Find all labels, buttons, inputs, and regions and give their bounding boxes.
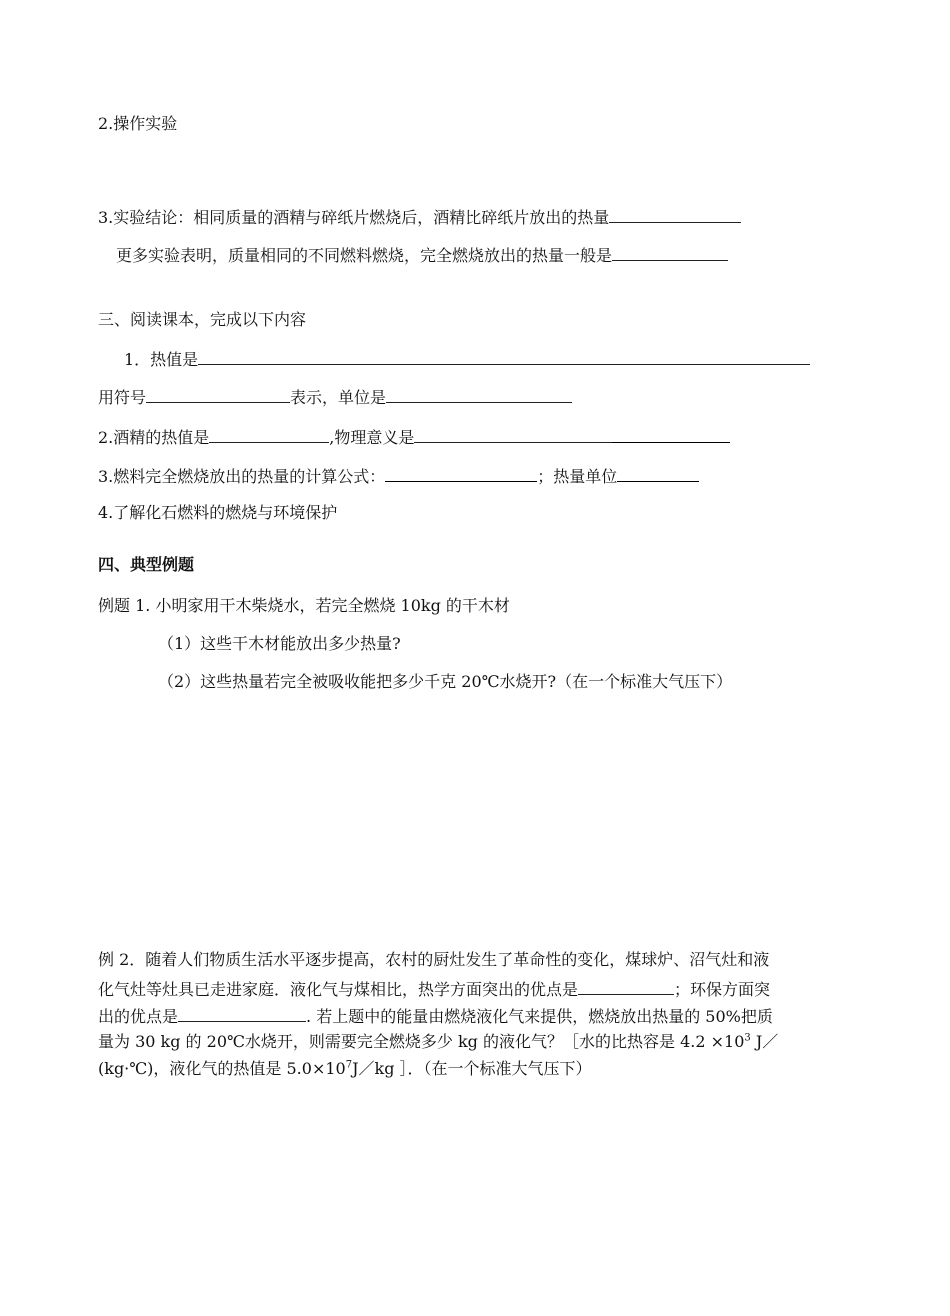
- q1b-text-b: 表示，单位是: [290, 388, 387, 407]
- q2-alcohol-heat-value: [98, 426, 730, 448]
- item-experiment-conclusion: [98, 206, 741, 228]
- q1-symbol-unit: [98, 386, 572, 408]
- q1b-text-a: 用符号: [98, 388, 147, 407]
- q1-text: 1．热值是: [124, 350, 199, 369]
- ex2-l5-text-a: (kg·℃)，液化气的热值是 5.0×10: [98, 1059, 346, 1078]
- q3-text-b: ；热量单位: [537, 467, 618, 486]
- q1-heat-value: [124, 348, 810, 370]
- answer-blank[interactable]: [209, 426, 329, 443]
- ex2-l4-text-a: 量为 30 kg 的 20℃水烧开，则需要完全燃烧多少 kg 的液化气？［水的比热容是 4.2 ×10: [98, 1032, 745, 1051]
- answer-blank[interactable]: [146, 386, 290, 403]
- exponent-3: 3: [744, 1032, 751, 1044]
- ex2-l4-text-b: J／: [750, 1032, 779, 1051]
- answer-blank[interactable]: [414, 426, 612, 443]
- conclusion-text: 3.实验结论：相同质量的酒精与碎纸片燃烧后，酒精比碎纸片放出的热量: [98, 208, 610, 227]
- item-conclusion-continued: [116, 244, 728, 266]
- answer-blank[interactable]: [178, 1005, 306, 1022]
- answer-blank[interactable]: [609, 206, 741, 223]
- example1-question1: （1）这些干木材能放出多少热量?: [158, 634, 401, 653]
- answer-blank[interactable]: [386, 386, 572, 403]
- answer-blank[interactable]: [578, 978, 674, 995]
- answer-blank[interactable]: [617, 465, 699, 482]
- q3-formula: [98, 465, 699, 487]
- ex2-l3-text-b: . 若上题中的能量由燃烧液化气来提供，燃烧放出热量的 50%把质: [306, 1007, 773, 1026]
- q2-text-b: ,物理意义是: [329, 428, 415, 447]
- ex2-l2-text-b: ；环保方面突: [674, 980, 771, 999]
- section4-heading: 四、典型例题: [98, 555, 195, 574]
- example2-line2: [98, 978, 770, 1000]
- section3-heading: 三、阅读课本，完成以下内容: [98, 310, 307, 329]
- example2-line5: [98, 1059, 592, 1079]
- q3-text-a: 3.燃料完全燃烧放出的热量的计算公式：: [98, 467, 386, 486]
- ex2-l5-text-b: J／kg ］．（在一个标准大气压下）: [352, 1059, 592, 1078]
- example1-stem: 例题 1. 小明家用干木柴烧水，若完全燃烧 10kg 的干木材: [98, 596, 510, 615]
- q2-text-a: 2.酒精的热值是: [98, 428, 210, 447]
- example1-question2: （2）这些热量若完全被吸收能把多少千克 20℃水烧开?（在一个标准大气压下）: [158, 672, 733, 691]
- answer-blank[interactable]: [612, 426, 730, 443]
- item-operate-experiment: 2.操作实验: [98, 114, 178, 133]
- answer-blank[interactable]: [198, 348, 810, 365]
- answer-blank[interactable]: [612, 244, 728, 261]
- conclusion-cont-text: 更多实验表明，质量相同的不同燃料燃烧，完全燃烧放出的热量一般是: [116, 246, 613, 265]
- exponent-7: 7: [345, 1059, 353, 1071]
- ex2-l2-text-a: 化气灶等灶具已走进家庭．液化气与煤相比，热学方面突出的优点是: [98, 980, 579, 999]
- example2-line3: [98, 1005, 773, 1027]
- example2-line1: 例 2．随着人们物质生活水平逐步提高，农村的厨灶发生了革命性的变化，煤球炉、沼气灶和液: [98, 950, 770, 969]
- example2-line4: [98, 1032, 778, 1052]
- answer-blank[interactable]: [385, 465, 537, 482]
- q4-fossil-fuels: 4.了解化石燃料的燃烧与环境保护: [98, 503, 338, 522]
- ex2-l3-text-a: 出的优点是: [98, 1007, 179, 1026]
